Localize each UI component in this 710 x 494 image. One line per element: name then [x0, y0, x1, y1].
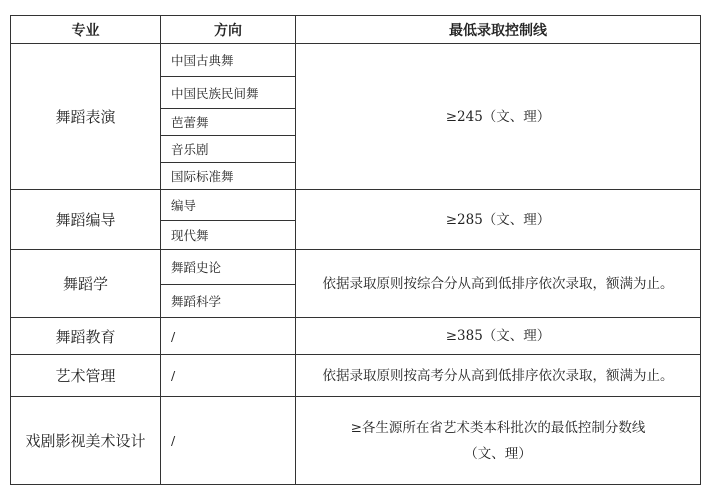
direction-cell: /	[161, 397, 296, 485]
major-cell: 戏剧影视美术设计	[11, 397, 161, 485]
min-line-cell: 依据录取原则按高考分从高到低排序依次录取，额满为止。	[296, 355, 701, 397]
major-cell: 舞蹈编导	[11, 190, 161, 250]
min-line-cell: 依据录取原则按综合分从高到低排序依次录取，额满为止。	[296, 250, 701, 318]
min-line-cell	[296, 397, 701, 485]
min-line-text-suffix: （文、理）	[464, 445, 532, 462]
direction-cell: 舞蹈史论	[161, 250, 296, 285]
major-cell: 舞蹈表演	[11, 44, 161, 190]
direction-cell: /	[161, 318, 296, 355]
direction-cell: 编导	[161, 190, 296, 221]
direction-cell: 音乐剧	[161, 136, 296, 163]
min-line-cell: ≥245（文、理）	[296, 44, 701, 190]
header-min-line: 最低录取控制线	[296, 16, 701, 44]
min-line-cell: ≥285（文、理）	[296, 190, 701, 250]
major-cell: 艺术管理	[11, 355, 161, 397]
direction-cell: /	[161, 355, 296, 397]
table-row	[11, 318, 701, 355]
table-header-row	[11, 16, 701, 44]
admission-score-table	[10, 15, 701, 485]
table-row	[11, 44, 701, 77]
direction-cell: 中国古典舞	[161, 44, 296, 77]
table-row	[11, 190, 701, 221]
header-direction: 方向	[161, 16, 296, 44]
direction-cell: 舞蹈科学	[161, 285, 296, 318]
min-line-cell: ≥385（文、理）	[296, 318, 701, 355]
table-row	[11, 355, 701, 397]
header-major: 专业	[11, 16, 161, 44]
table-row	[11, 250, 701, 285]
major-cell: 舞蹈教育	[11, 318, 161, 355]
min-line-text: ≥各生源所在省艺术类本科批次的最低控制分数线	[350, 419, 646, 436]
direction-cell: 国际标准舞	[161, 163, 296, 190]
direction-cell: 芭蕾舞	[161, 109, 296, 136]
direction-cell: 现代舞	[161, 221, 296, 250]
major-cell: 舞蹈学	[11, 250, 161, 318]
direction-cell: 中国民族民间舞	[161, 77, 296, 109]
table-row	[11, 397, 701, 485]
